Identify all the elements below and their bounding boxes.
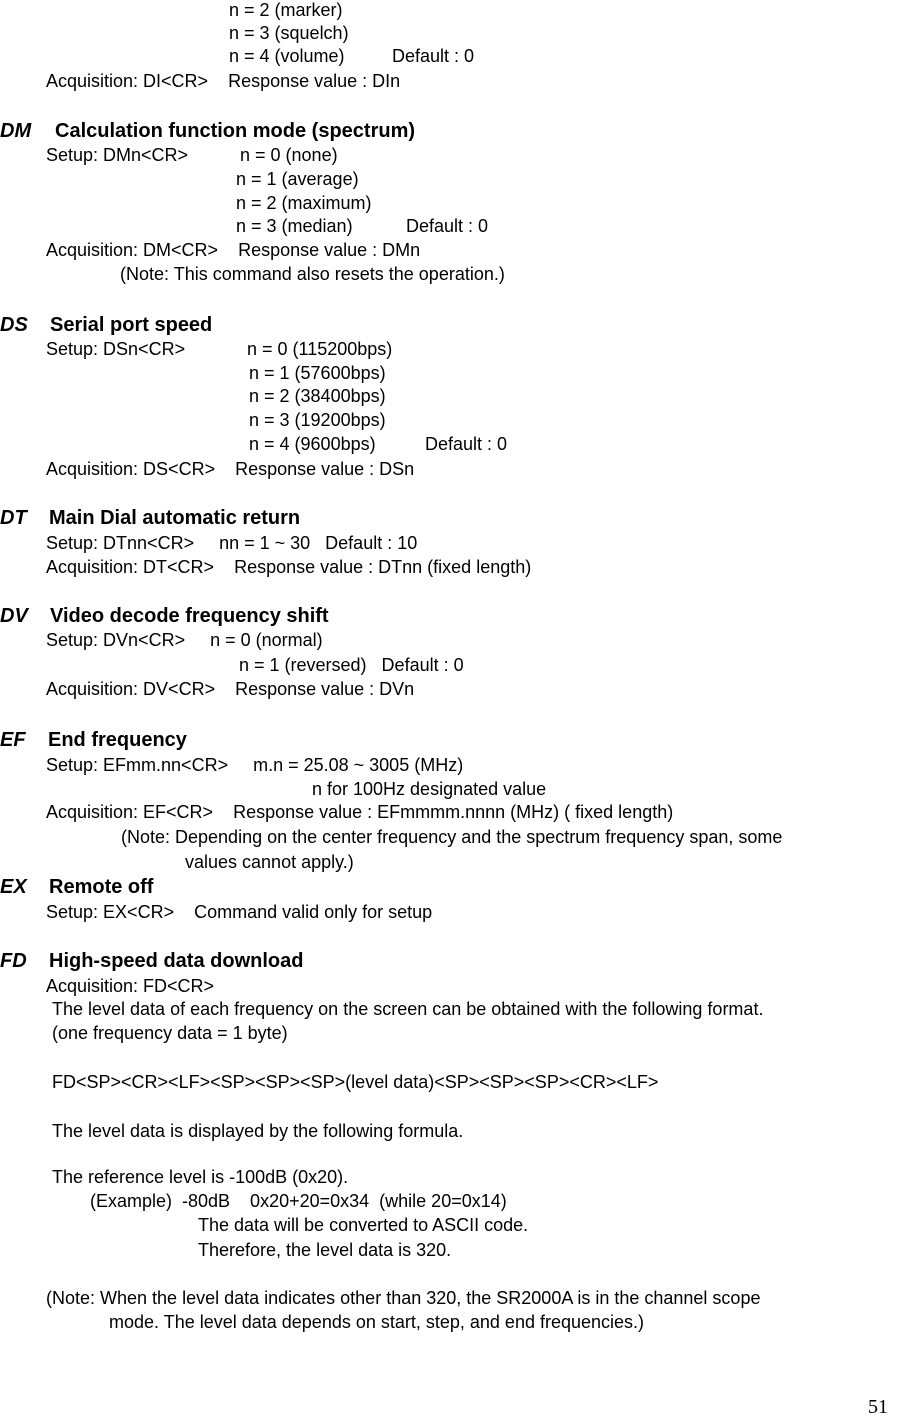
ef-acquisition: Acquisition: EF<CR> Response value : EFmmmm.nnnn (MHz) ( fixed length) xyxy=(46,802,674,822)
ds-option-19200: n = 3 (19200bps) xyxy=(249,410,386,430)
fd-reference-level: The reference level is -100dB (0x20). xyxy=(52,1167,349,1187)
ef-command-code: EF xyxy=(0,729,26,751)
di-option-marker: n = 2 (marker) xyxy=(229,0,343,20)
dv-title: Video decode frequency shift xyxy=(50,605,329,627)
dm-title: Calculation function mode (spectrum) xyxy=(55,120,416,142)
ex-command-code: EX xyxy=(0,876,27,898)
ex-setup: Setup: EX<CR> Command valid only for setup xyxy=(46,902,433,922)
fd-example-ascii: The data will be converted to ASCII code. xyxy=(198,1215,529,1235)
fd-title: High-speed data download xyxy=(49,950,304,972)
dv-acquisition: Acquisition: DV<CR> Response value : DVn xyxy=(46,679,415,699)
fd-note-line2: mode. The level data depends on start, step, and end frequencies.) xyxy=(109,1312,645,1332)
dv-command-code: DV xyxy=(0,605,28,627)
fd-example-result: Therefore, the level data is 320. xyxy=(198,1240,452,1260)
dm-note: (Note: This command also resets the operation.) xyxy=(120,264,505,284)
di-acquisition: Acquisition: DI<CR> Response value : DIn xyxy=(46,71,401,91)
dt-setup: Setup: DTnn<CR> nn = 1 ~ 30 Default : 10 xyxy=(46,533,418,553)
ef-title: End frequency xyxy=(48,729,187,751)
ds-option-38400: n = 2 (38400bps) xyxy=(249,386,386,406)
ds-title: Serial port speed xyxy=(50,314,213,336)
ef-setup: Setup: EFmm.nn<CR> m.n = 25.08 ~ 3005 (MHz) xyxy=(46,755,464,775)
ef-setup-resolution: n for 100Hz designated value xyxy=(312,779,547,799)
di-default: Default : 0 xyxy=(392,46,475,66)
ex-title: Remote off xyxy=(49,876,154,898)
dm-option-none: n = 0 (none) xyxy=(240,145,338,165)
dt-title: Main Dial automatic return xyxy=(49,507,301,529)
page-number: 51 xyxy=(868,1396,888,1418)
dt-command-code: DT xyxy=(0,507,27,529)
ef-note-line1: (Note: Depending on the center frequency and the spectrum frequency span, some xyxy=(121,827,783,847)
dm-option-median: n = 3 (median) xyxy=(236,216,353,236)
fd-formula-intro: The level data is displayed by the following formula. xyxy=(52,1121,464,1141)
ds-command-code: DS xyxy=(0,314,28,336)
ds-option-9600: n = 4 (9600bps) xyxy=(249,434,376,454)
fd-command-code: FD xyxy=(0,950,27,972)
dv-setup: Setup: DVn<CR> n = 0 (normal) xyxy=(46,630,323,650)
fd-note-line1: (Note: When the level data indicates other than 320, the SR2000A is in the channel scope xyxy=(46,1288,761,1308)
fd-acquisition: Acquisition: FD<CR> xyxy=(46,976,215,996)
di-option-squelch: n = 3 (squelch) xyxy=(229,23,349,43)
dm-setup: Setup: DMn<CR> xyxy=(46,145,189,165)
fd-description-line1: The level data of each frequency on the screen can be obtained with the following format. xyxy=(52,999,764,1019)
dv-option-reversed: n = 1 (reversed) Default : 0 xyxy=(239,655,464,675)
dm-option-maximum: n = 2 (maximum) xyxy=(236,193,372,213)
dm-default: Default : 0 xyxy=(406,216,489,236)
fd-example: (Example) -80dB 0x20+20=0x34 (while 20=0x14) xyxy=(90,1191,507,1211)
di-option-volume: n = 4 (volume) xyxy=(229,46,345,66)
ds-option-115200: n = 0 (115200bps) xyxy=(247,339,393,359)
fd-description-line2: (one frequency data = 1 byte) xyxy=(52,1023,288,1043)
ef-note-line2: values cannot apply.) xyxy=(185,852,354,872)
ds-acquisition: Acquisition: DS<CR> Response value : DSn xyxy=(46,459,415,479)
fd-format: FD<SP><CR><LF><SP><SP><SP>(level data)<SP><SP><SP><CR><LF> xyxy=(52,1072,659,1092)
ds-setup: Setup: DSn<CR> xyxy=(46,339,186,359)
dm-option-average: n = 1 (average) xyxy=(236,169,359,189)
dm-acquisition: Acquisition: DM<CR> Response value : DMn xyxy=(46,240,421,260)
ds-default: Default : 0 xyxy=(425,434,508,454)
dt-acquisition: Acquisition: DT<CR> Response value : DTnn (fixed length) xyxy=(46,557,532,577)
ds-option-57600: n = 1 (57600bps) xyxy=(249,363,386,383)
dm-command-code: DM xyxy=(0,120,32,142)
